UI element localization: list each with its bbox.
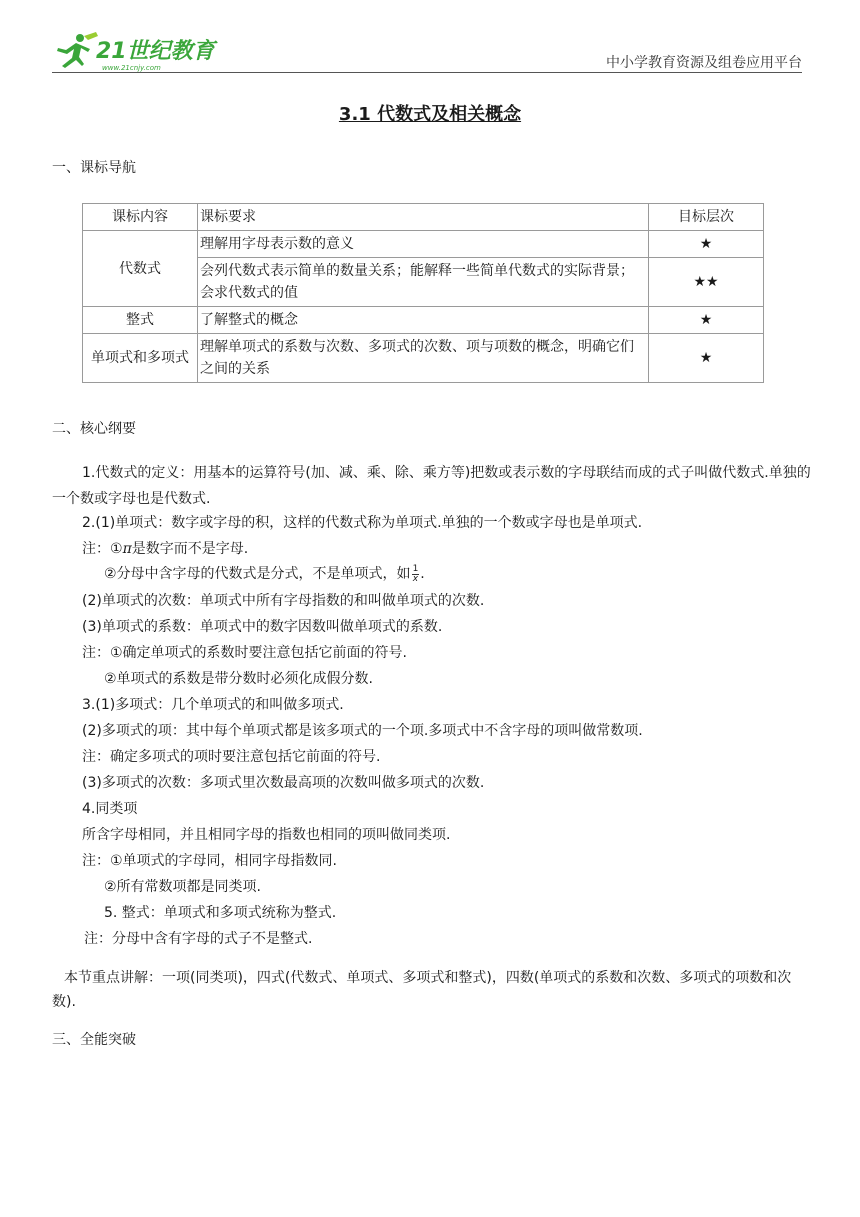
table-cell-level: ★ <box>649 307 764 334</box>
table-cell-level: ★★ <box>649 258 764 307</box>
platform-name: 中小学教育资源及组卷应用平台 <box>606 55 802 71</box>
polynomial-degree: (3)多项式的次数：多项式里次数最高项的次数叫做多项式的次数. <box>82 775 485 791</box>
note-line: 注：①确定单项式的系数时要注意包括它前面的符号. <box>82 645 407 661</box>
monomial-coefficient: (3)单项式的系数：单项式中的数字因数叫做单项式的系数. <box>82 619 443 635</box>
definition-paragraph: 1.代数式的定义：用基本的运算符号(加、减、乘、除、乘方等)把数或表示数的字母联结而成的式子叫做代数式.单独的一个数或字母也是代数式. <box>52 465 811 507</box>
polynomial-definition: 3.(1)多项式：几个单项式的和叫做多项式. <box>82 697 344 713</box>
monomial-definition: 2.(1)单项式：数字或字母的积，这样的代数式称为单项式.单独的一个数或字母也是单项式. <box>82 515 643 531</box>
svg-text:www.21cnjy.com: www.21cnjy.com <box>102 64 161 72</box>
table-cell-level: ★ <box>649 231 764 258</box>
like-terms-heading: 4.同类项 <box>82 801 138 817</box>
table-header-row <box>83 204 764 231</box>
table-header-cell: 目标层次 <box>649 204 764 231</box>
logo <box>52 30 222 70</box>
svg-text:21世纪教育: 21世纪教育 <box>96 39 215 64</box>
table-row <box>83 307 764 334</box>
note-line: 注：①单项式的字母同，相同字母指数同. <box>82 853 337 869</box>
section-heading-1: 一、课标导航 <box>52 160 136 176</box>
note-line: 注：①π是数字而不是字母. <box>82 541 249 557</box>
fraction: $\frac{1}{x}$ <box>412 563 419 584</box>
table-cell-requirement: 理解用字母表示数的意义 <box>198 231 649 258</box>
table-cell-requirement: 理解单项式的系数与次数、多项式的次数、项与项数的概念，明确它们之间的关系 <box>198 334 649 383</box>
section-heading-3: 三、全能突破 <box>52 1032 136 1048</box>
page-title: 3.1 代数式及相关概念 <box>338 104 522 125</box>
runner-logo-icon <box>52 30 222 72</box>
table-header-cell: 课标要求 <box>198 204 649 231</box>
table-cell-level: ★ <box>649 334 764 383</box>
table-cell-content: 单项式和多项式 <box>83 334 198 383</box>
table-row <box>83 231 764 258</box>
note-line: 注：分母中含有字母的式子不是整式. <box>84 931 313 947</box>
pi-symbol: π <box>122 541 132 557</box>
table-cell-requirement: 会列代数式表示简单的数量关系；能解释一些简单代数式的实际背景；会求代数式的值 <box>198 258 649 307</box>
polynomial-terms: (2)多项式的项：其中每个单项式都是该多项式的一个项.多项式中不含字母的项叫做常数项. <box>82 723 643 739</box>
monomial-degree: (2)单项式的次数：单项式中所有字母指数的和叫做单项式的次数. <box>82 593 485 609</box>
section-heading-2: 二、核心纲要 <box>52 421 136 437</box>
like-terms-definition: 所含字母相同，并且相同字母的指数也相同的项叫做同类项. <box>82 827 451 843</box>
table-cell-content: 代数式 <box>83 231 198 307</box>
note-line: 注：确定多项式的项时要注意包括它前面的符号. <box>82 749 381 765</box>
note-line: ②所有常数项都是同类项. <box>104 879 262 895</box>
table-cell-requirement: 了解整式的概念 <box>198 307 649 334</box>
table-header-cell: 课标内容 <box>83 204 198 231</box>
table-row <box>83 334 764 383</box>
page-header <box>52 30 802 73</box>
integral-expression-definition: 5. 整式：单项式和多项式统称为整式. <box>104 905 337 921</box>
summary-paragraph: 本节重点讲解：一项(同类项)，四式(代数式、单项式、多项式和整式)，四数(单项式的系数和次数、多项式的项数和次数). <box>52 970 792 1010</box>
note-line: ②单项式的系数是带分数时必须化成假分数. <box>104 671 373 687</box>
table-cell-content: 整式 <box>83 307 198 334</box>
note-line: ②分母中含字母的代数式是分式，不是单项式，如 $\frac{1}{x}$ . <box>104 563 425 584</box>
curriculum-table <box>82 203 764 383</box>
